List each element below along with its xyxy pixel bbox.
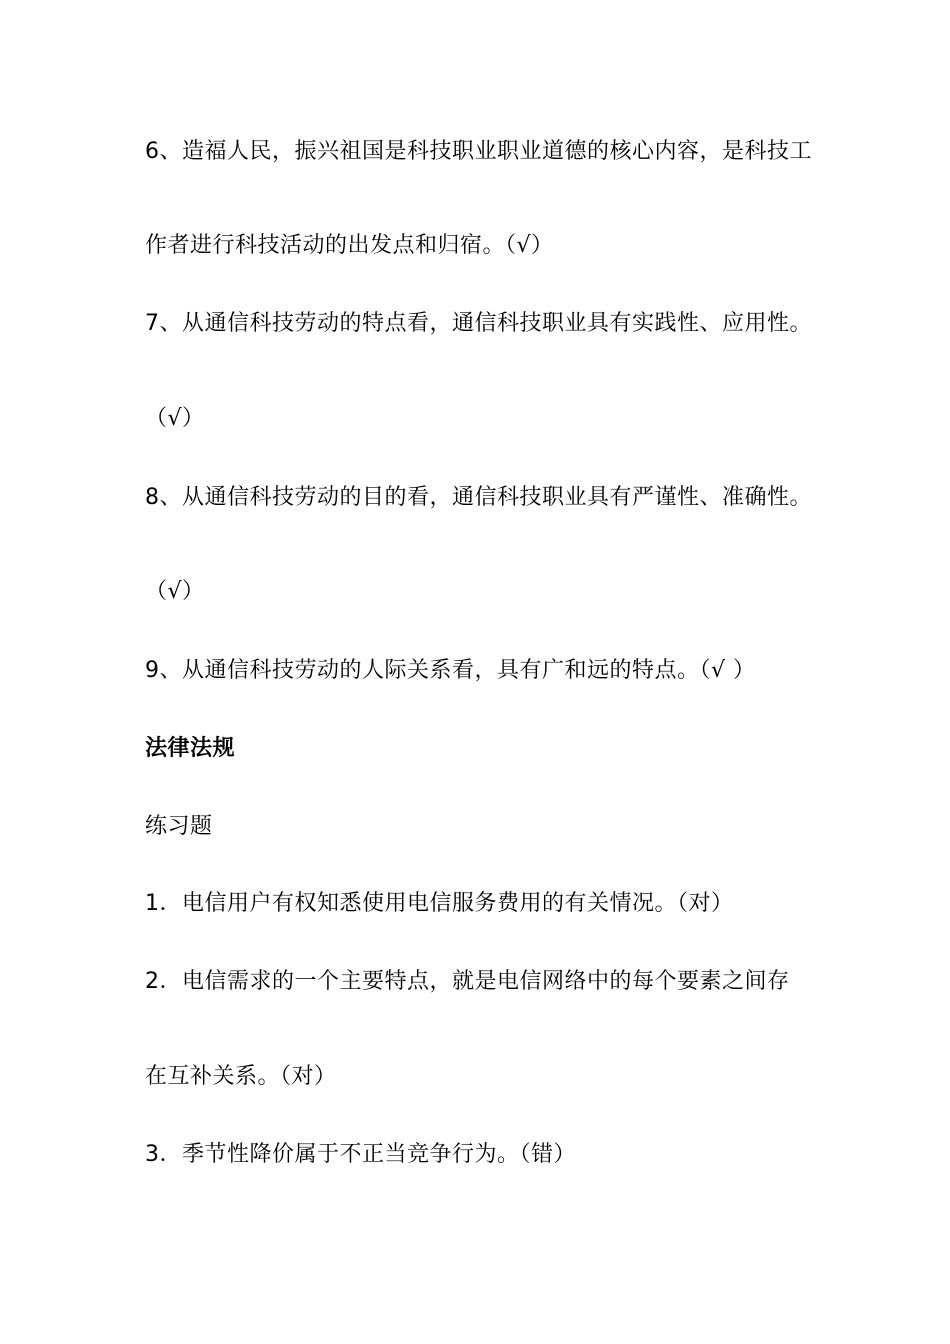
item-9-line-1: 9、从通信科技劳动的人际关系看，具有广和远的特点。（√ ） — [145, 658, 756, 683]
question-1-line-1: 1．电信用户有权知悉使用电信服务费用的有关情况。（对） — [145, 891, 734, 916]
section-heading: 法律法规 — [145, 736, 236, 761]
item-7-line-2: （√） — [145, 406, 205, 431]
item-6-line-2: 作者进行科技活动的出发点和归宿。（√） — [145, 233, 554, 258]
subsection-heading: 练习题 — [145, 814, 213, 839]
item-8-line-2: （√） — [145, 579, 205, 604]
question-2-line-1: 2．电信需求的一个主要特点，就是电信网络中的每个要素之间存 — [145, 969, 790, 994]
item-7-line-1: 7、从通信科技劳动的特点看，通信科技职业具有实践性、应用性。 — [145, 311, 812, 336]
question-2-line-2: 在互补关系。（对） — [145, 1064, 337, 1089]
question-3-line-1: 3．季节性降价属于不正当竞争行为。（错） — [145, 1142, 576, 1167]
item-8-line-1: 8、从通信科技劳动的目的看，通信科技职业具有严谨性、准确性。 — [145, 485, 812, 510]
item-6-line-1: 6、造福人民，振兴祖国是科技职业职业道德的核心内容，是科技工 — [145, 139, 812, 164]
